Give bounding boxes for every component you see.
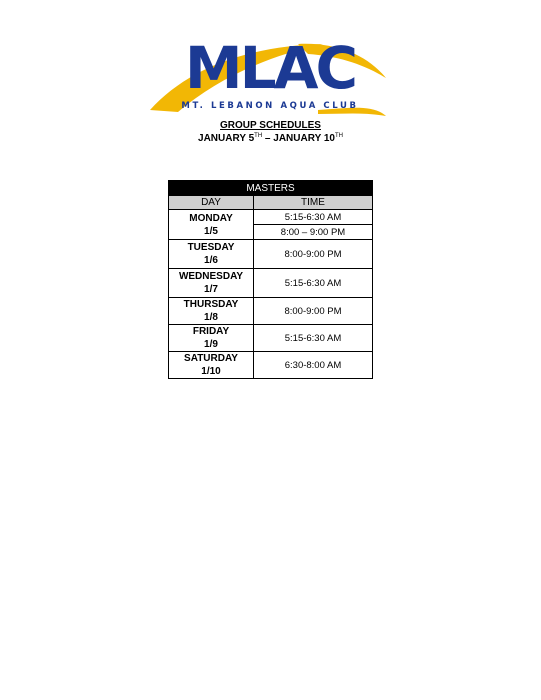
time-cell: 8:00-9:00 PM (254, 240, 373, 269)
table-row (169, 269, 373, 298)
logo-subtitle: MT. LEBANON AQUA CLUB (181, 101, 359, 111)
table-row (169, 240, 373, 269)
group-name: MASTERS (169, 181, 373, 196)
table-row (169, 352, 373, 379)
time-cell: 6:30-8:00 AM (254, 352, 373, 379)
day-cell: THURSDAY 1/8 (169, 298, 254, 325)
column-header-day: DAY (169, 196, 254, 210)
table-group-header (169, 181, 373, 196)
day-cell: FRIDAY 1/9 (169, 325, 254, 352)
time-cell: 8:00-9:00 PM (254, 298, 373, 325)
time-cell: 8:00 – 9:00 PM (254, 225, 373, 240)
day-cell: SATURDAY 1/10 (169, 352, 254, 379)
table-row (169, 210, 373, 225)
table-column-headers (169, 196, 373, 210)
mlac-logo (148, 34, 388, 118)
table-row (169, 325, 373, 352)
page-title: GROUP SCHEDULES (220, 120, 321, 131)
column-header-time: TIME (254, 196, 373, 210)
logo-letters: MLAC (184, 34, 356, 102)
day-cell: MONDAY 1/5 (169, 210, 254, 240)
day-cell: WEDNESDAY 1/7 (169, 269, 254, 298)
day-cell: TUESDAY 1/6 (169, 240, 254, 269)
date-range: JANUARY 5TH – JANUARY 10TH (198, 133, 343, 144)
table-row (169, 298, 373, 325)
time-cell: 5:15-6:30 AM (254, 325, 373, 352)
time-cell: 5:15-6:30 AM (254, 210, 373, 225)
schedule-table (168, 180, 373, 379)
time-cell: 5:15-6:30 AM (254, 269, 373, 298)
